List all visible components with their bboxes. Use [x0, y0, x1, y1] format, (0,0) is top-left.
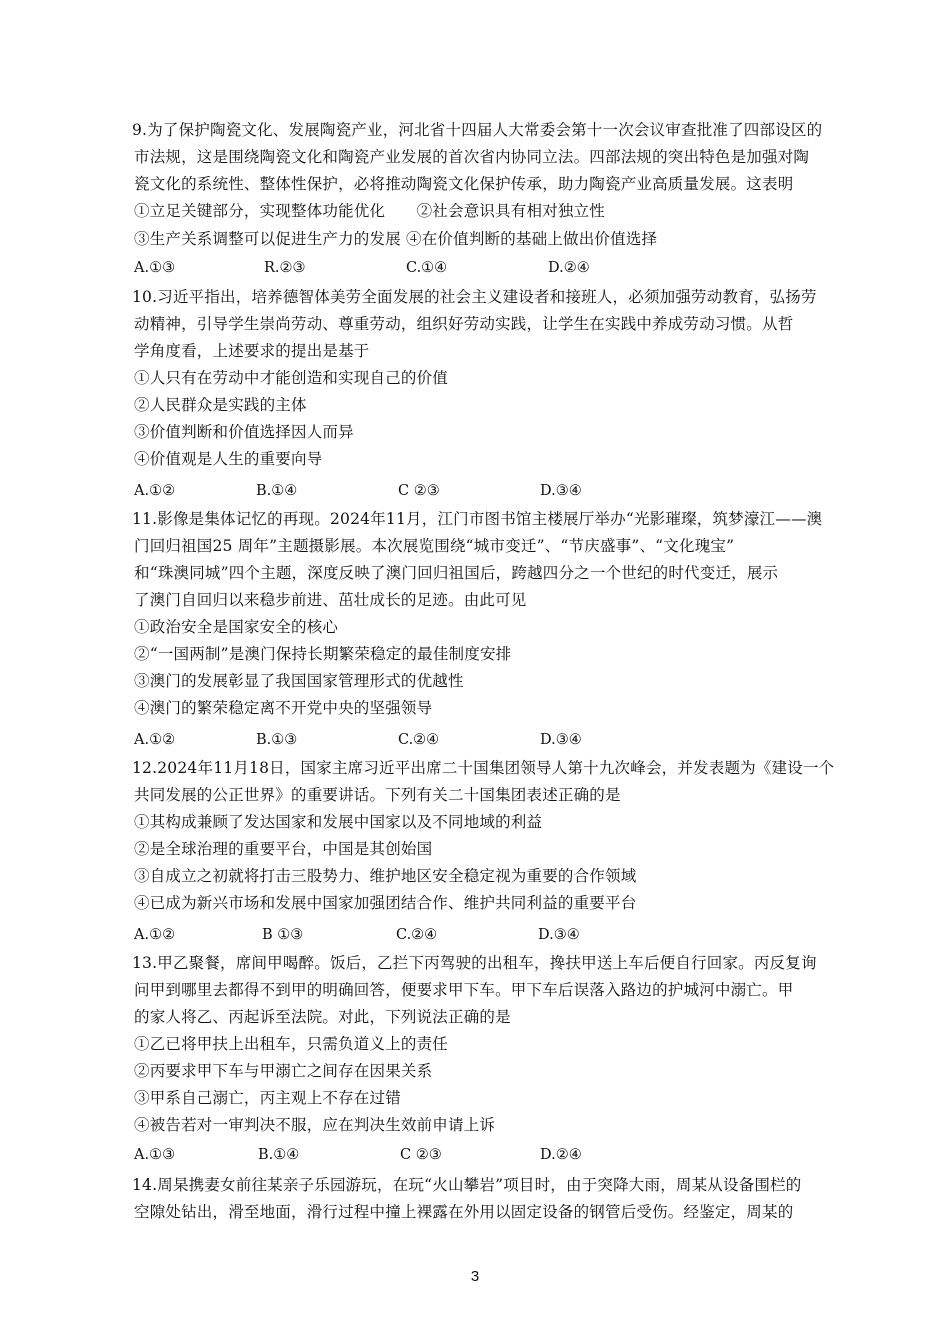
statement: ③价值判断和价值选择因人而异 [134, 423, 354, 441]
question-stem-line: 了澳门自回归以来稳步前进、茁壮成长的足迹。由此可见 [134, 591, 527, 609]
question-stem-line: 9.为了保护陶瓷文化、发展陶瓷产业，河北省十四届人大常委会第十一次会议审查批准了四部设区的 [132, 121, 823, 139]
option-c: C ②③ [398, 483, 440, 499]
statement: ④已成为新兴市场和发展中国家加强团结合作、维护共同利益的重要平台 [134, 894, 637, 912]
option-c: C.②④ [398, 732, 440, 748]
option-c: C ②③ [400, 1147, 442, 1163]
option-a: A.①② [134, 732, 176, 748]
option-b: B ①③ [262, 927, 304, 943]
question-stem-line: 12.2024年11月18日，国家主席习近平出席二十国集团领导人第十九次峰会，并发表题为《建设一个 [132, 759, 835, 777]
statement: ③自成立之初就将打击三股势力、维护地区安全稳定视为重要的合作领域 [134, 867, 637, 885]
option-b: B.①③ [256, 732, 298, 748]
option-a: A.①② [134, 927, 176, 943]
option-d: D.②④ [548, 260, 590, 276]
option-d: D.③④ [540, 732, 582, 748]
question-stem-line: 和“珠澳同城”四个主题，深度反映了澳门回归祖国后，跨越四分之一个世纪的时代变迁，展示 [134, 564, 779, 582]
option-b: B.①④ [258, 1147, 300, 1163]
question-stem-line: 市法规，这是围绕陶瓷文化和陶瓷产业发展的首次省内协同立法。四部法规的突出特色是加强对陶 [134, 148, 810, 166]
question-stem-line: 10.习近平指出，培养德智体美劳全面发展的社会主义建设者和接班人，必须加强劳动教育，弘扬劳 [132, 288, 817, 306]
statement: ④价值观是人生的重要向导 [134, 450, 323, 468]
question-stem-line: 共同发展的公正世界》的重要讲话。下列有关二十国集团表述正确的是 [134, 786, 621, 804]
statement: ④澳门的繁荣稳定离不开党中央的坚强领导 [134, 699, 433, 717]
option-a: A.①③ [134, 1147, 176, 1163]
statement: ③生产关系调整可以促进生产力的发展 ④在价值判断的基础上做出价值选择 [134, 230, 658, 248]
statement: ③甲系自己溺亡，丙主观上不存在过错 [134, 1089, 401, 1107]
statement: ②丙要求甲下车与甲溺亡之间存在因果关系 [134, 1062, 433, 1080]
option-c: C.①④ [406, 260, 448, 276]
option-d: D.③④ [538, 927, 580, 943]
question-stem-line: 问甲到哪里去都得不到甲的明确回答，便要求甲下车。甲下车后误落入路边的护城河中溺亡。甲 [134, 981, 794, 999]
statement: ①人只有在劳动中才能创造和实现自己的价值 [134, 369, 449, 387]
question-stem-line: 空隙处钻出，滑至地面，滑行过程中撞上裸露在外用以固定设备的钢管后受伤。经鉴定，周某的 [134, 1203, 794, 1221]
option-b: R.②③ [264, 260, 306, 276]
statement: ②是全球治理的重要平台，中国是其创始国 [134, 840, 433, 858]
question-stem-line: 13.甲乙聚餐，席间甲喝醉。饭后，乙拦下丙驾驶的出租车，搀扶甲送上车后便自行回家。丙反复询 [132, 954, 817, 972]
question-stem-line: 门回归祖国25 周年”主题摄影展。本次展览围绕“城市变迁”、“节庆盛事”、“文化瑰宝” [134, 537, 735, 555]
question-stem-line: 学角度看，上述要求的提出是基于 [134, 342, 370, 360]
question-stem-line: 动精神，引导学生崇尚劳动、尊重劳动，组织好劳动实践，让学生在实践中养成劳动习惯。从哲 [134, 315, 794, 333]
statement: ①其构成兼顾了发达国家和发展中国家以及不同地域的利益 [134, 813, 543, 831]
question-stem-line: 瓷文化的系统性、整体性保护，必将推动陶瓷文化保护传承，助力陶瓷产业高质量发展。这表明 [134, 175, 794, 193]
question-stem-line: 的家人将乙、丙起诉至法院。对此，下列说法正确的是 [134, 1008, 511, 1026]
statement: ④被告若对一审判决不服，应在判决生效前申请上诉 [134, 1116, 496, 1134]
option-c: C.②④ [396, 927, 438, 943]
statement: ②人民群众是实践的主体 [134, 396, 307, 414]
statement: ①政治安全是国家安全的核心 [134, 618, 339, 636]
page-number: 3 [470, 1268, 480, 1285]
option-b: B.①④ [256, 483, 298, 499]
question-stem-line: 11.影像是集体记忆的再现。2024年11月，江门市图书馆主楼展厅举办“光影璀璨，筑梦濠江——澳 [132, 510, 823, 528]
question-stem-line: 14.周杲携妻女前往某亲子乐园游玩，在玩“火山攀岩”项目时，由于突降大雨，周某从设备围栏的 [132, 1176, 802, 1194]
statement: ①立足关键部分，实现整体功能优化 ②社会意识具有相对独立性 [134, 202, 606, 220]
option-d: D.③④ [540, 483, 582, 499]
statement: ①乙已将甲扶上出租车，只需负道义上的责任 [134, 1035, 449, 1053]
option-a: A.①② [134, 483, 176, 499]
statement: ②“一国两制”是澳门保持长期繁荣稳定的最佳制度安排 [134, 645, 512, 663]
statement: ③澳门的发展彰显了我国国家管理形式的优越性 [134, 672, 464, 690]
option-d: D.②④ [540, 1147, 582, 1163]
option-a: A.①③ [134, 260, 176, 276]
